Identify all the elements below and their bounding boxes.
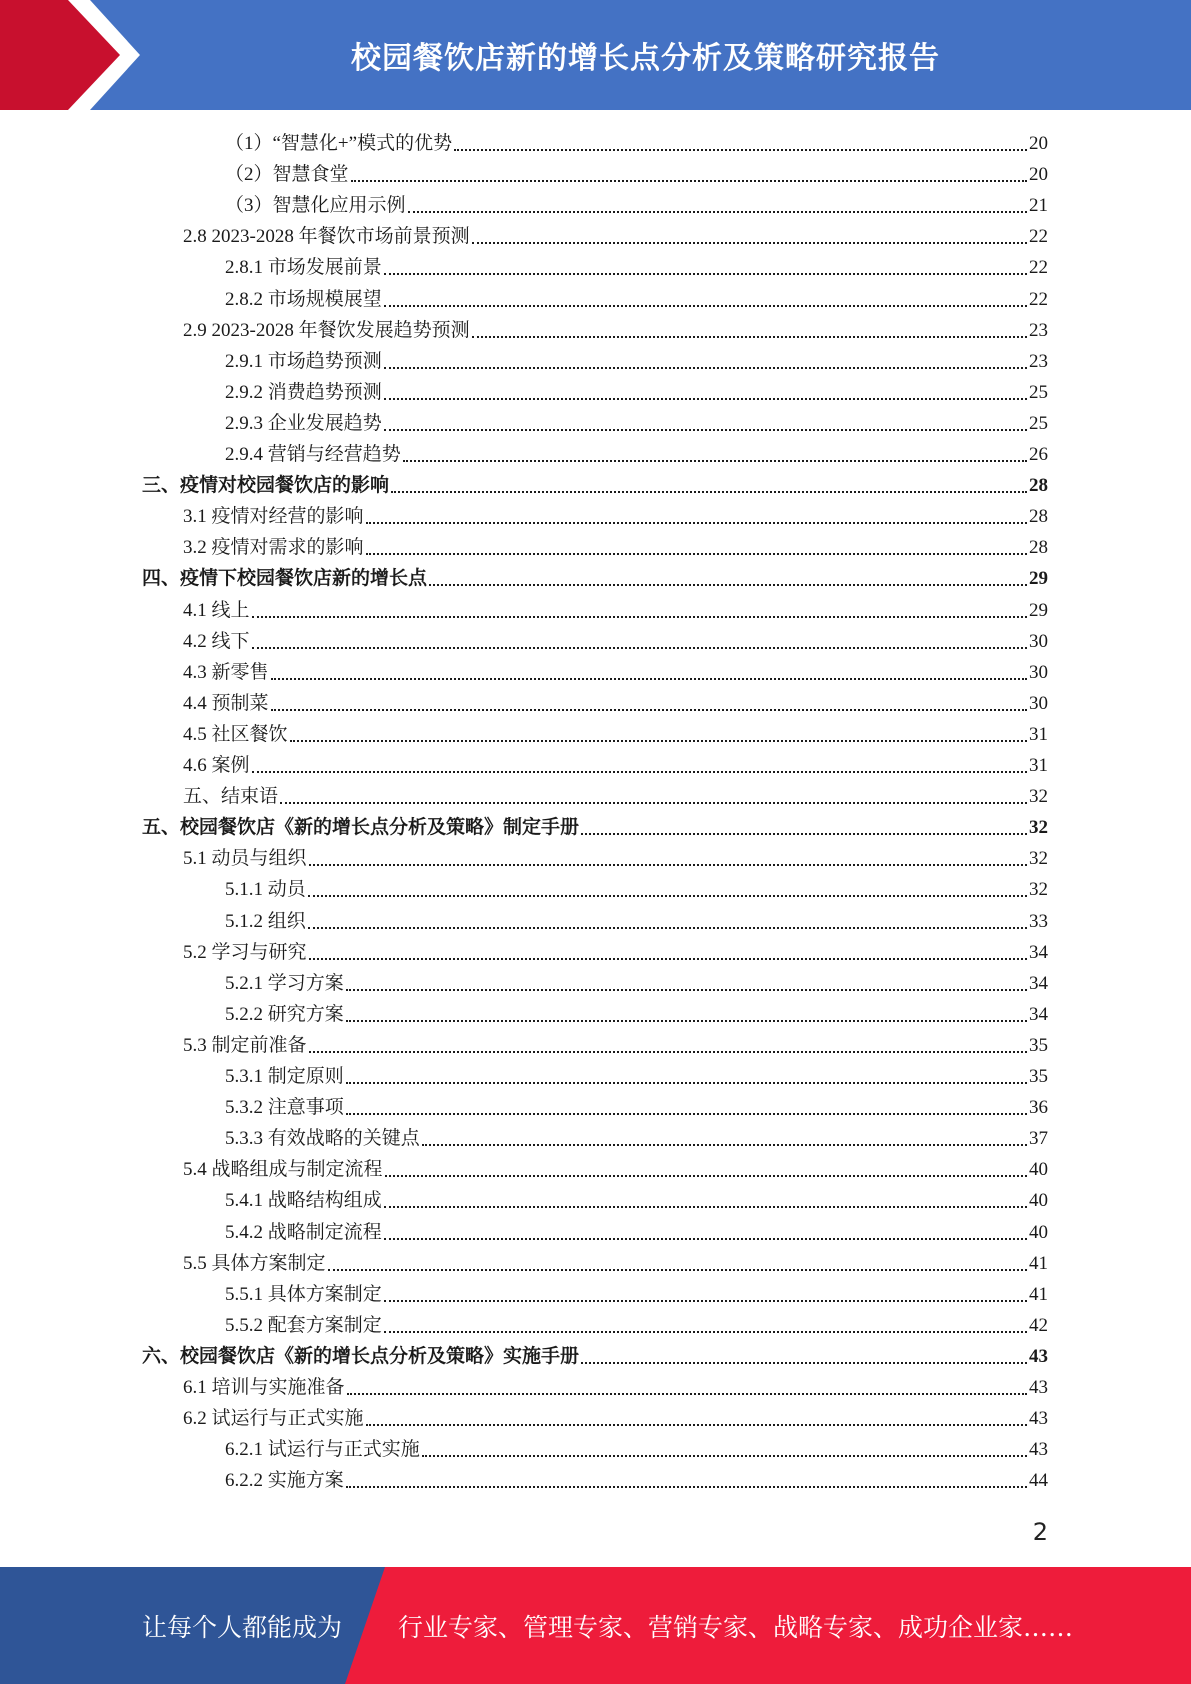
toc-dot-leader — [309, 1051, 1027, 1053]
toc-entry-label: 5.5.1 具体方案制定 — [225, 1283, 382, 1305]
toc-entry-label: 4.5 社区餐饮 — [183, 723, 288, 745]
toc-entry-page: 29 — [1029, 568, 1048, 590]
toc-dot-leader — [422, 1144, 1027, 1146]
toc-entry[interactable] — [183, 315, 1048, 346]
toc-entry[interactable] — [183, 1403, 1048, 1434]
toc-entry[interactable] — [225, 1465, 1048, 1496]
toc-entry[interactable] — [183, 1030, 1048, 1061]
toc-entry[interactable] — [142, 812, 1048, 843]
toc-dot-leader — [309, 958, 1027, 960]
toc-entry[interactable] — [225, 1310, 1048, 1341]
toc-dot-leader — [252, 616, 1027, 618]
toc-entry-page: 23 — [1029, 319, 1048, 341]
toc-dot-leader — [346, 1082, 1027, 1084]
toc-entry-page: 37 — [1029, 1128, 1048, 1150]
toc-entry-page: 43 — [1029, 1439, 1048, 1461]
toc-entry-page: 32 — [1029, 879, 1048, 901]
toc-entry-label: 六、校园餐饮店《新的增长点分析及策略》实施手册 — [142, 1345, 580, 1367]
toc-dot-leader — [346, 1486, 1027, 1488]
toc-dot-leader — [384, 305, 1027, 307]
toc-entry[interactable] — [142, 470, 1048, 501]
toc-entry-page: 25 — [1029, 381, 1048, 403]
toc-entry[interactable] — [225, 1434, 1048, 1465]
toc-entry-label: 3.2 疫情对需求的影响 — [183, 537, 364, 559]
toc-dot-leader — [308, 895, 1027, 897]
toc-dot-leader — [366, 522, 1027, 524]
toc-entry[interactable] — [225, 968, 1048, 999]
toc-entry[interactable] — [183, 781, 1048, 812]
toc-entry-page: 28 — [1029, 506, 1048, 528]
toc-entry-label: 5.3 制定前准备 — [183, 1034, 307, 1056]
toc-dot-leader — [384, 367, 1027, 369]
toc-dot-leader — [347, 1393, 1027, 1395]
toc-dot-leader — [384, 1300, 1027, 1302]
toc-entry-label: 4.2 线下 — [183, 630, 250, 652]
toc-entry-label: 2.9.1 市场趋势预测 — [225, 350, 382, 372]
toc-dot-leader — [280, 802, 1027, 804]
toc-entry[interactable] — [225, 377, 1048, 408]
toc-entry-page: 21 — [1029, 195, 1048, 217]
toc-entry-label: 6.2 试运行与正式实施 — [183, 1408, 364, 1430]
toc-entry-label: 3.1 疫情对经营的影响 — [183, 506, 364, 528]
toc-entry[interactable] — [183, 688, 1048, 719]
toc-dot-leader — [271, 709, 1027, 711]
chevron-arrow-icon — [0, 0, 160, 110]
toc-entry[interactable] — [225, 1092, 1048, 1123]
toc-entry-label: 6.2.2 实施方案 — [225, 1470, 344, 1492]
toc-entry-page: 43 — [1029, 1408, 1048, 1430]
toc-entry[interactable] — [183, 843, 1048, 874]
toc-entry-label: 5.2.1 学习方案 — [225, 972, 344, 994]
toc-entry[interactable] — [225, 284, 1048, 315]
footer-slogan-left: 让每个人都能成为 — [142, 1612, 343, 1642]
toc-dot-leader — [581, 1362, 1027, 1364]
toc-entry[interactable] — [225, 1061, 1048, 1092]
toc-entry-label: 五、校园餐饮店《新的增长点分析及策略》制定手册 — [142, 817, 580, 839]
toc-dot-leader — [384, 273, 1027, 275]
toc-dot-leader — [429, 584, 1027, 586]
toc-entry-label: 5.5 具体方案制定 — [183, 1252, 326, 1274]
toc-entry[interactable] — [183, 1154, 1048, 1185]
toc-entry-page: 40 — [1029, 1221, 1048, 1243]
toc-entry-page: 28 — [1029, 537, 1048, 559]
toc-entry[interactable] — [225, 346, 1048, 377]
toc-entry[interactable] — [183, 1372, 1048, 1403]
toc-entry-label: 5.4 战略组成与制定流程 — [183, 1159, 383, 1181]
toc-entry[interactable] — [225, 439, 1048, 470]
toc-dot-leader — [351, 180, 1027, 182]
toc-entry[interactable] — [225, 1123, 1048, 1154]
toc-entry-page: 20 — [1029, 133, 1048, 154]
toc-entry-label: 5.2 学习与研究 — [183, 941, 307, 963]
toc-entry-label: 5.3.2 注意事项 — [225, 1097, 344, 1119]
toc-entry[interactable] — [225, 1279, 1048, 1310]
toc-entry-label: 5.1.2 组织 — [225, 910, 306, 932]
toc-entry[interactable] — [142, 1341, 1048, 1372]
toc-entry[interactable] — [225, 999, 1048, 1030]
toc-entry-label: 2.9 2023-2028 年餐饮发展趋势预测 — [183, 319, 470, 341]
toc-dot-leader — [271, 678, 1027, 680]
toc-dot-leader — [328, 1269, 1027, 1271]
toc-entry-page: 42 — [1029, 1314, 1048, 1336]
toc-entry[interactable] — [183, 532, 1048, 563]
toc-entry[interactable] — [183, 719, 1048, 750]
toc-entry-page: 30 — [1029, 630, 1048, 652]
toc-entry-page: 26 — [1029, 444, 1048, 465]
toc-entry[interactable] — [183, 750, 1048, 781]
toc-entry[interactable] — [183, 1248, 1048, 1279]
toc-entry-label: 5.4.1 战略结构组成 — [225, 1190, 382, 1212]
toc-entry-page: 33 — [1029, 910, 1048, 932]
toc-entry-page: 34 — [1029, 1003, 1048, 1025]
toc-entry-page: 23 — [1029, 350, 1048, 372]
toc-entry-page: 22 — [1029, 257, 1048, 279]
toc-dot-leader — [252, 647, 1027, 649]
toc-entry-page: 34 — [1029, 972, 1048, 994]
toc-dot-leader — [385, 1175, 1027, 1177]
toc-entry-page: 22 — [1029, 226, 1048, 248]
toc-entry-page: 32 — [1029, 848, 1048, 870]
toc-entry-page: 44 — [1029, 1470, 1048, 1492]
toc-entry-label: （3）智慧化应用示例 — [225, 195, 406, 217]
toc-dot-leader — [391, 491, 1027, 493]
toc-dot-leader — [290, 740, 1027, 742]
toc-entry-label: 5.3.1 制定原则 — [225, 1066, 344, 1087]
toc-entry-label: 5.1.1 动员 — [225, 879, 306, 901]
toc-entry-page: 40 — [1029, 1190, 1048, 1212]
toc-entry-page: 29 — [1029, 599, 1048, 621]
toc-entry-page: 20 — [1029, 164, 1048, 186]
toc-dot-leader — [454, 149, 1027, 151]
toc-entry[interactable] — [225, 874, 1048, 905]
toc-entry-page: 41 — [1029, 1283, 1048, 1305]
toc-entry-label: 四、疫情下校园餐饮店新的增长点 — [142, 568, 428, 590]
toc-dot-leader — [346, 989, 1027, 991]
toc-entry-label: 5.5.2 配套方案制定 — [225, 1314, 382, 1336]
toc-entry-label: 2.9.2 消费趋势预测 — [225, 381, 382, 403]
toc-entry-label: （2）智慧食堂 — [225, 164, 349, 186]
toc-entry[interactable] — [225, 159, 1048, 190]
toc-entry-page: 25 — [1029, 412, 1048, 434]
toc-dot-leader — [346, 1113, 1027, 1115]
toc-dot-leader — [581, 833, 1027, 835]
toc-entry-label: 4.3 新零售 — [183, 661, 269, 683]
toc-entry[interactable] — [183, 501, 1048, 532]
toc-entry[interactable] — [183, 657, 1048, 688]
toc-entry[interactable] — [225, 128, 1048, 159]
toc-entry-page: 31 — [1029, 755, 1048, 776]
toc-entry-page: 43 — [1029, 1377, 1048, 1398]
toc-entry[interactable] — [183, 221, 1048, 252]
toc-entry-label: 五、结束语 — [183, 786, 279, 808]
toc-entry[interactable] — [225, 906, 1048, 937]
toc-dot-leader — [346, 1020, 1027, 1022]
toc-entry-label: 4.1 线上 — [183, 599, 250, 621]
toc-dot-leader — [308, 927, 1027, 929]
toc-entry-page: 32 — [1029, 786, 1048, 808]
toc-dot-leader — [384, 1331, 1027, 1333]
footer-slogan-right: 行业专家、管理专家、营销专家、战略专家、成功企业家…… — [398, 1612, 1074, 1642]
toc-entry-page: 32 — [1029, 817, 1048, 839]
toc-entry-page: 30 — [1029, 692, 1048, 714]
toc-dot-leader — [366, 1424, 1027, 1426]
toc-entry-page: 30 — [1029, 661, 1048, 683]
toc-dot-leader — [384, 1206, 1027, 1208]
toc-entry-page: 34 — [1029, 941, 1048, 963]
toc-entry-label: 5.1 动员与组织 — [183, 848, 307, 870]
header-banner — [0, 0, 1191, 110]
document-title: 校园餐饮店新的增长点分析及策略研究报告 — [351, 41, 940, 76]
toc-entry-label: 5.4.2 战略制定流程 — [225, 1221, 382, 1243]
toc-dot-leader — [422, 1455, 1027, 1457]
toc-entry-page: 36 — [1029, 1097, 1048, 1119]
toc-entry-page: 35 — [1029, 1066, 1048, 1087]
toc-entry-label: 2.8.2 市场规模展望 — [225, 288, 382, 310]
toc-entry-label: 4.4 预制菜 — [183, 692, 269, 714]
toc-dot-leader — [384, 429, 1027, 431]
toc-entry[interactable] — [183, 937, 1048, 968]
toc-dot-leader — [309, 864, 1027, 866]
toc-dot-leader — [384, 398, 1027, 400]
toc-entry-label: 三、疫情对校园餐饮店的影响 — [142, 475, 390, 497]
toc-dot-leader — [252, 771, 1027, 773]
toc-entry[interactable] — [183, 626, 1048, 657]
toc-entry-label: 5.3.3 有效战略的关键点 — [225, 1128, 420, 1150]
toc-entry-page: 28 — [1029, 475, 1048, 497]
toc-entry[interactable] — [225, 252, 1048, 283]
toc-dot-leader — [366, 553, 1027, 555]
toc-entry-page: 35 — [1029, 1034, 1048, 1056]
toc-entry-page: 43 — [1029, 1345, 1048, 1367]
toc-entry-label: 4.6 案例 — [183, 755, 250, 776]
toc-dot-leader — [472, 242, 1027, 244]
toc-entry-page: 31 — [1029, 723, 1048, 745]
toc-entry-page: 41 — [1029, 1252, 1048, 1274]
toc-entry-label: 2.9.3 企业发展趋势 — [225, 412, 382, 434]
footer-banner — [0, 1567, 1191, 1684]
toc-entry[interactable] — [225, 190, 1048, 221]
toc-entry-page: 22 — [1029, 288, 1048, 310]
toc-entry-label: （1）“智慧化+”模式的优势 — [225, 133, 453, 154]
toc-dot-leader — [408, 211, 1027, 213]
toc-dot-leader — [403, 460, 1027, 462]
toc-entry-page: 40 — [1029, 1159, 1048, 1181]
toc-entry-label: 5.2.2 研究方案 — [225, 1003, 344, 1025]
toc-entry[interactable] — [225, 1185, 1048, 1216]
toc-entry-label: 2.9.4 营销与经营趋势 — [225, 444, 401, 465]
toc-entry[interactable] — [142, 563, 1048, 594]
toc-entry-label: 2.8.1 市场发展前景 — [225, 257, 382, 279]
toc-entry-label: 6.2.1 试运行与正式实施 — [225, 1439, 420, 1461]
page-number: 2 — [1032, 1518, 1048, 1546]
toc-entry-label: 6.1 培训与实施准备 — [183, 1377, 345, 1398]
toc-entry[interactable] — [225, 408, 1048, 439]
toc-entry[interactable] — [183, 595, 1048, 626]
toc-entry-label: 2.8 2023-2028 年餐饮市场前景预测 — [183, 226, 470, 248]
toc-entry[interactable] — [225, 1217, 1048, 1248]
toc-dot-leader — [384, 1238, 1027, 1240]
toc-dot-leader — [472, 336, 1027, 338]
